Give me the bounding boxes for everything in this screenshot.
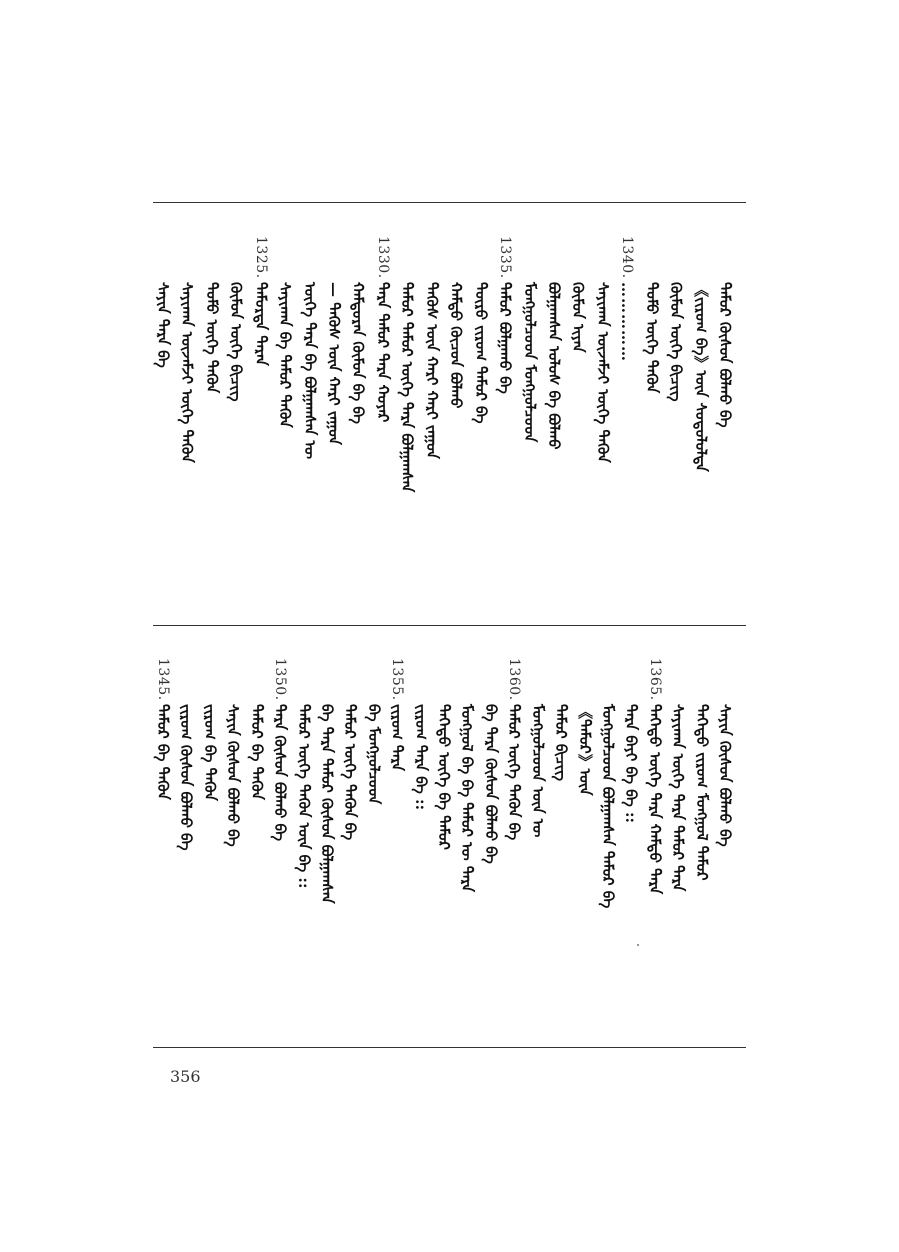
verse-line: [243, 652, 271, 1037]
verse-text: ᠲᠡᠮᠦᠷ ᠲᠡᠮᠦᠷ ᠦᠭᠡ ᠲᠡᠷᠡ ᠪᠣᠯᠭᠠᠭᠰᠠᠨ: [398, 282, 416, 493]
verse-line: [524, 652, 552, 1037]
verse-text: ᠮᠣᠩᠭᠣᠯᠴᠤᠳ ᠮᠣᠩᠭᠣᠯᠴᠤᠳ: [521, 282, 539, 443]
verse-line: [407, 652, 435, 1037]
verse-line: [369, 230, 397, 615]
verse-line: [662, 230, 690, 615]
verse-line: [638, 230, 666, 615]
line-number: 1350.: [272, 658, 288, 701]
verse-line: [688, 652, 716, 1037]
verse-text: ᠮᠣᠩᠭᠣᠯᠴᠤᠳ ᠪᠣᠯᠭᠠᠭᠰᠠᠨ ᠲᠡᠮᠦᠷ ᠪᠠ: [599, 704, 617, 909]
verse-line: [516, 230, 544, 615]
verse-text: ᠲᠡᠮᠦᠷ ᠪᠠ ᠲᠡᠭᠦᠨ: [154, 704, 172, 800]
verse-line: [442, 230, 470, 615]
verse-line: [320, 230, 348, 615]
line-number: 1345.: [155, 658, 171, 701]
verse-line: [393, 230, 421, 615]
verse-text: 《ᠲᠡᠮᠦᠷ》ᠦᠨ: [576, 704, 594, 796]
verse-text: ᠬᠦᠮᠦᠨ ᠢᠶᠡᠨ: [569, 282, 587, 353]
top-rule: [153, 202, 746, 203]
verse-text: ᠵᠢᠷᠣᠭ ᠲᠡᠷᠡ: [388, 704, 406, 772]
verse-line: [711, 230, 739, 615]
verse-text: ᠰᠠᠶᠢᠬᠠᠨ ᠦᠵᠡᠮᠵᠢ ᠦᠭᠡ ᠲᠡᠭᠦᠨ: [594, 282, 612, 463]
verse-text: ᠲᠡᠮᠦᠷᠳᠡ ᠲᠡᠷᠡᠨ: [252, 282, 270, 366]
verse-text: ᠲᠦᠷᠦ ᠵᠢᠷᠣᠭ ᠲᠡᠮᠦᠷ ᠪᠠ: [472, 282, 490, 424]
verse-text: ᠲᠡᠮᠦᠷ ᠦᠭᠡ ᠲᠡᠭᠦᠨ ᠪᠠ: [341, 704, 359, 841]
line-number: 1365.: [647, 658, 663, 701]
middle-rule: [153, 625, 746, 626]
line-number: 1330.: [375, 236, 391, 279]
line-number: 1360.: [506, 658, 522, 701]
scan-speck: [637, 944, 639, 946]
verse-text: ᠲᠡᠮᠦᠷ ᠬᠦᠰᠦᠨ ᠪᠣᠯᠬᠤ ᠪᠠ: [716, 282, 734, 428]
verse-text: 《ᠵᠢᠷᠣᠭ ᠪᠠ》ᠦᠨ ᠰᠣᠳᠤᠯᠤᠯᠳᠠ: [692, 282, 710, 472]
verse-text: ᠮᠣᠩᠭᠣᠯ ᠪᠠ ᠪᠠ ᠲᠡᠮᠦᠷ ᠦ ᠲᠡᠷᠡ: [458, 704, 476, 892]
verse-line: [196, 652, 224, 1037]
verse-text: ᠰᠠᠶᠢᠨ ᠬᠦᠰᠦᠨ ᠪᠣᠯᠬᠤ ᠪᠠ: [224, 704, 242, 847]
verse-text: ᠲᠣᠮᠣ ᠦᠭᠡ ᠲᠡᠭᠦᠨ: [203, 282, 221, 394]
verse-line: [344, 230, 372, 615]
verse-text: ᠲᠡᠮᠦᠷ ᠪᠠ ᠲᠡᠭᠦᠨ: [248, 704, 266, 800]
verse-text: ᠲᠣᠮᠣ ᠦᠭᠡ ᠲᠡᠭᠦᠨ: [643, 282, 661, 394]
verse-line: [571, 652, 599, 1037]
verse-text: ᠲᠡᠮᠦᠷ ᠦᠭᠡ ᠲᠡᠭᠦᠨ ᠦᠨ ᠪᠠ ::: [295, 704, 313, 889]
page-number: 356: [170, 1067, 201, 1086]
verse-line: [296, 230, 324, 615]
verse-line: [589, 230, 617, 615]
line-number: 1355.: [389, 658, 405, 701]
bottom-rule: [153, 1047, 746, 1048]
verse-line: [222, 230, 250, 615]
verse-line: [564, 230, 592, 615]
verse-text: ᠬᠦᠮᠦᠨ ᠦᠭᠡ ᠪᠢᠴᠢᠭ: [227, 282, 245, 402]
verse-text: ᠬᠠᠮᠲᠤᠷᠠᠨ ᠬᠦᠮᠦᠨ ᠪᠠ ᠪᠠ: [349, 282, 367, 424]
verse-line: [418, 230, 446, 615]
verse-line: [290, 652, 318, 1037]
verse-text: ᠰᠠᠶᠢᠬᠠᠨ ᠦᠭᠡ ᠲᠡᠷᠡ ᠲᠡᠮᠦᠷ ᠲᠡᠷᠡ: [669, 704, 687, 892]
verse-line: [198, 230, 226, 615]
verse-line: [360, 652, 388, 1037]
verse-text: ᠳᠡᠭᠡᠳᠦ ᠵᠢᠷᠣᠭ ᠮᠣᠩᠭᠣᠯ ᠲᠡᠮᠦᠷ: [693, 704, 711, 881]
verse-text: ᠬᠠᠮᠲᠤ ᠬᠦᠴᠦᠨ ᠪᠣᠯᠬᠤ: [447, 282, 465, 409]
verse-text: ᠰᠠᠶᠢᠬᠠᠨ ᠦᠵᠡᠮᠵᠢ ᠦᠭᠡ ᠲᠡᠭᠦᠨ: [178, 282, 196, 463]
line-number: 1325.: [253, 236, 269, 279]
verse-text: ᠬᠦᠮᠦᠨ ᠦᠭᠡ ᠪᠢᠴᠢᠭ: [667, 282, 685, 402]
verse-text: ᠲᠡᠮᠦᠷ ᠪᠢᠴᠢᠭ: [552, 704, 570, 782]
verse-text: ᠵᠢᠷᠣᠭ ᠲᠡᠷᠡ ᠪᠠ ::: [412, 704, 430, 811]
verse-text: ᠳᠡᠭᠡᠳᠦ ᠦᠭᠡ ᠲᠡᠷᠡ ᠬᠠᠮᠲᠤ ᠲᠡᠷᠡ: [646, 704, 664, 895]
verse-line: [247, 230, 275, 615]
verse-text: ᠪᠣᠯᠭᠠᠭᠰᠠᠨ ᠤᠯᠤᠰ ᠪᠠ ᠪᠣᠯᠬᠤ: [545, 282, 563, 450]
verse-text: ᠦᠭᠡ ᠲᠡᠷᠡ ᠪᠠ ᠪᠣᠯᠭᠠᠭᠰᠠᠨ ᠦ: [301, 282, 319, 460]
verse-text: ᠲᠡᠷᠡ ᠬᠦᠰᠦᠨ ᠪᠣᠯᠬᠤ ᠪᠠ: [271, 704, 289, 842]
top-verse-panel: [153, 230, 746, 615]
line-number: 1340.: [619, 236, 635, 279]
verse-text: ᠲᠡᠭᠦᠰ ᠦᠨ ᠬᠠᠷᠢ ᠬᠠᠷᠢ ᠵᠠᠭᠤᠨ: [423, 282, 441, 459]
verse-text: ᠪᠠ ᠲᠡᠷᠡ ᠲᠡᠮᠦᠷ ᠬᠦᠰᠦᠨ ᠪᠣᠯᠭᠠᠭᠰᠠᠨ: [318, 704, 336, 904]
verse-text: ᠲᠡᠷᠡ ᠲᠡᠮᠦᠷ ᠲᠡᠷᠡ ᠬᠣᠶᠠᠷ: [374, 282, 392, 423]
line-number: 1335.: [497, 236, 513, 279]
verse-line: [687, 230, 715, 615]
verse-text: ᠪᠠ ᠮᠣᠩᠭᠣᠯᠴᠤᠳ: [365, 704, 383, 805]
verse-line: [149, 230, 177, 615]
verse-line: [491, 230, 519, 615]
verse-text: ᠲᠡᠷᠡ ᠪᠠᠶᠢ ᠪᠠ ᠪᠠ ::: [622, 704, 640, 824]
verse-text: ᠵᠢᠷᠣᠭ ᠬᠦᠰᠦᠨ ᠪᠣᠯᠬᠤ ᠪᠠ: [177, 704, 195, 851]
verse-text: ᠳᠡᠭᠡᠳᠦ ᠦᠭᠡ ᠪᠠ ᠲᠡᠮᠦᠷ: [435, 704, 453, 850]
verse-text: ᠲᠡᠮᠦᠷ ᠦᠭᠡ ᠲᠡᠭᠦᠨ ᠪᠠ: [505, 704, 523, 841]
verse-line: [477, 652, 505, 1037]
verse-text: ᠰᠠᠶᠢᠨ ᠲᠡᠷᠡ ᠪᠠ: [154, 282, 172, 368]
verse-text: ……………: [618, 282, 636, 362]
verse-text: ᠵᠢᠷᠣᠭ ᠪᠠ ᠲᠡᠭᠦᠨ: [201, 704, 219, 801]
verse-text: ᠰᠠᠶᠢᠨ ᠬᠦᠰᠦᠨ ᠪᠣᠯᠬᠤ ᠪᠠ: [716, 704, 734, 847]
verse-line: [173, 230, 201, 615]
verse-text: — ᠲᠡᠭᠦᠰ ᠦᠨ ᠬᠠᠷᠢ ᠵᠠᠭᠤᠨ: [325, 282, 343, 445]
verse-text: ᠰᠠᠶᠢᠬᠠᠨ ᠪᠠ ᠲᠡᠮᠦᠷ ᠲᠡᠭᠦᠨ: [276, 282, 294, 428]
verse-line: [271, 230, 299, 615]
verse-line: [467, 230, 495, 615]
verse-text: ᠪᠠ ᠲᠡᠷᠡ ᠬᠦᠰᠦᠨ ᠪᠣᠯᠬᠤ ᠪᠠ: [482, 704, 500, 864]
verse-text: ᠲᠡᠮᠦᠷ ᠪᠣᠯᠭᠠᠬᠤ ᠪᠠ: [496, 282, 514, 394]
verse-text: ᠮᠣᠩᠭᠣᠯᠴᠤᠳ ᠦᠨ ᠦ: [529, 704, 547, 838]
verse-line: [641, 652, 669, 1037]
bottom-verse-panel: [153, 652, 746, 1037]
verse-line: [540, 230, 568, 615]
verse-line: [149, 652, 177, 1037]
verse-line: [613, 230, 641, 615]
